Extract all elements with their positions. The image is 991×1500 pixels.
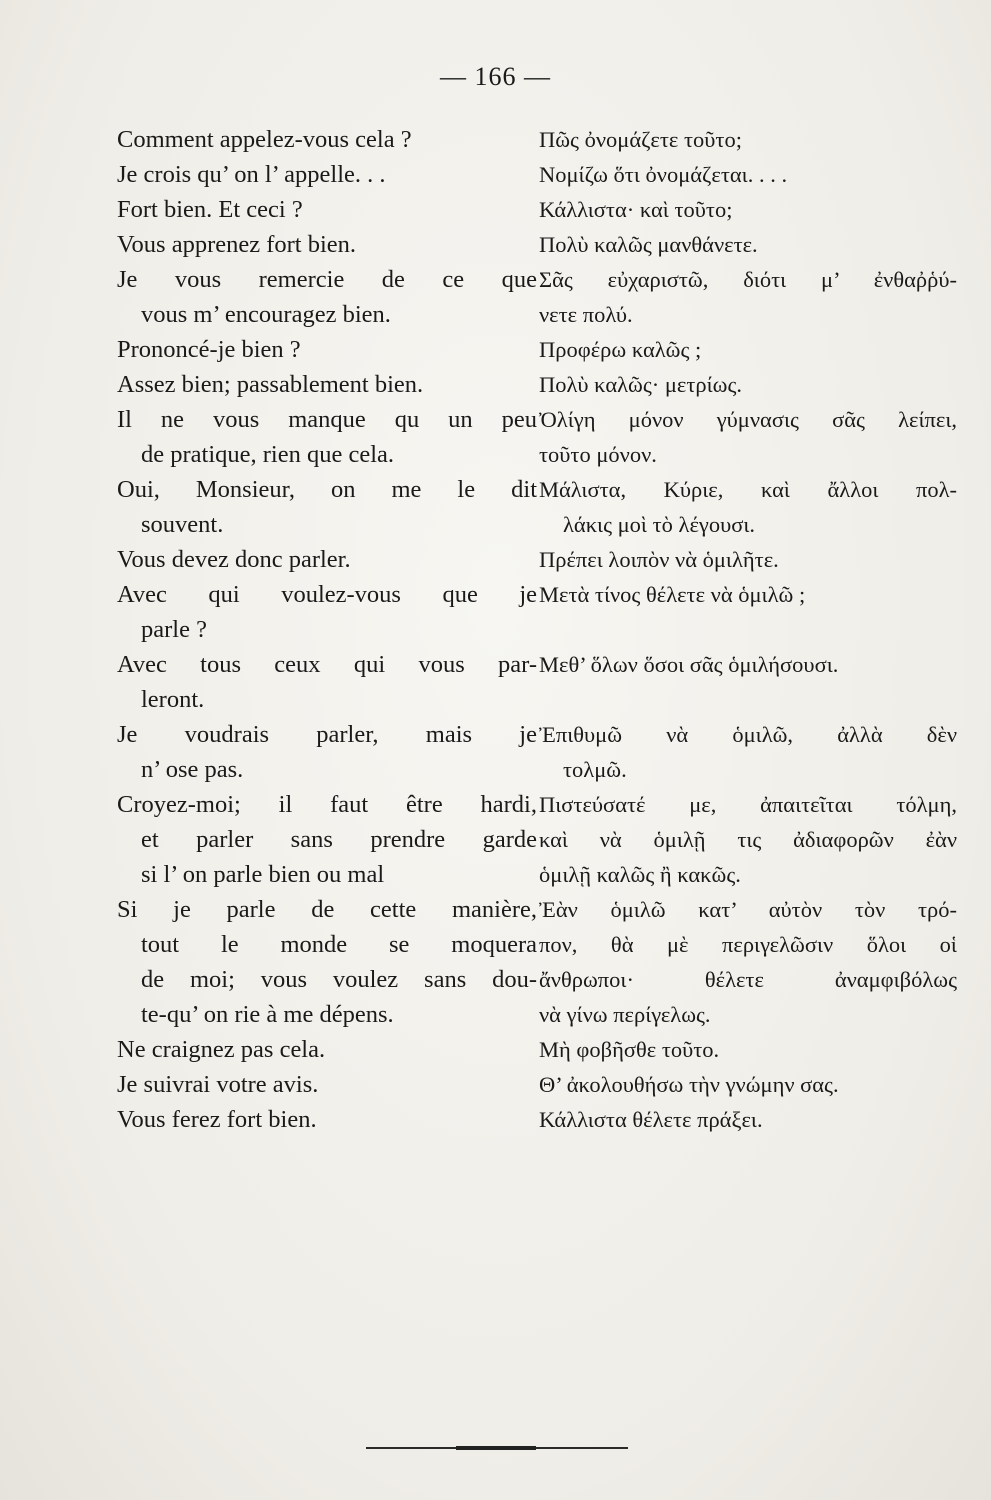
french-line: Je vous remercie de ce que bbox=[117, 266, 537, 293]
greek-text bbox=[537, 787, 957, 892]
greek-line: νετε πολύ. bbox=[539, 302, 633, 327]
french-text bbox=[117, 787, 537, 892]
french-line: leront. bbox=[141, 686, 205, 713]
french-text bbox=[117, 542, 537, 577]
french-line: parle ? bbox=[141, 616, 207, 643]
french-line: te-qu’ on rie à me dépens. bbox=[141, 1001, 394, 1028]
french-line: Vous apprenez fort bien. bbox=[117, 231, 357, 258]
greek-line: τολμῶ. bbox=[563, 757, 627, 782]
french-line: Si je parle de cette manière, bbox=[117, 896, 537, 923]
french-text bbox=[117, 227, 537, 262]
greek-text bbox=[537, 402, 957, 472]
dialogue-row bbox=[117, 647, 957, 717]
dialogue-row bbox=[117, 1032, 957, 1067]
french-text bbox=[117, 262, 537, 332]
dialogue-row bbox=[117, 157, 957, 192]
french-text bbox=[117, 192, 537, 227]
french-line: Je voudrais parler, mais je bbox=[117, 721, 537, 748]
french-line: Vous ferez fort bien. bbox=[117, 1106, 317, 1133]
french-line: Oui, Monsieur, on me le dit bbox=[117, 476, 537, 503]
french-text bbox=[117, 1102, 537, 1137]
dialogue-row bbox=[117, 892, 957, 1032]
french-line: Je crois qu’ on l’ appelle. . . bbox=[117, 161, 386, 188]
greek-line: νὰ γίνω περίγελως. bbox=[539, 1002, 711, 1027]
dialogue-row bbox=[117, 262, 957, 332]
french-line: Avec tous ceux qui vous par- bbox=[117, 651, 537, 678]
french-line: Ne craignez pas cela. bbox=[117, 1036, 326, 1063]
greek-line: Πολὺ καλῶς μανθάνετε. bbox=[539, 232, 758, 257]
greek-line: Θ’ ἀκολουθήσω τὴν γνώμην σας. bbox=[539, 1072, 839, 1097]
greek-text bbox=[537, 542, 957, 577]
greek-line: ἄνθρωποι· θέλετε ἀναμφιβόλως bbox=[539, 967, 957, 992]
french-line: Avec qui voulez-vous que je bbox=[117, 581, 537, 608]
french-line: Comment appelez-vous cela ? bbox=[117, 126, 412, 153]
greek-text bbox=[537, 1032, 957, 1067]
greek-line: λάκις μοὶ τὸ λέγουσι. bbox=[563, 512, 756, 537]
greek-text bbox=[537, 157, 957, 192]
french-line: Il ne vous manque qu un peu bbox=[117, 406, 537, 433]
french-text bbox=[117, 577, 537, 647]
greek-line: Μὴ φοβῆσθε τοῦτο. bbox=[539, 1037, 720, 1062]
french-line: de moi; vous voulez sans dou- bbox=[141, 966, 537, 993]
greek-line: Σᾶς εὐχαριστῶ, διότι μ’ ἐνθαῤῥύ- bbox=[539, 267, 957, 292]
french-line: Vous devez donc parler. bbox=[117, 546, 351, 573]
greek-text bbox=[537, 262, 957, 332]
greek-line: πον, θὰ μὲ περιγελῶσιν ὅλοι οἱ bbox=[539, 932, 957, 957]
greek-line: Πῶς ὀνομάζετε τοῦτο; bbox=[539, 127, 742, 152]
french-line: si l’ on parle bien ou mal bbox=[141, 861, 385, 888]
dialogue-row bbox=[117, 402, 957, 472]
greek-line: Προφέρω καλῶς ; bbox=[539, 337, 702, 362]
french-line: Je suivrai votre avis. bbox=[117, 1071, 319, 1098]
dialogue-row bbox=[117, 332, 957, 367]
dialogue-row bbox=[117, 227, 957, 262]
dialogue-row bbox=[117, 717, 957, 787]
dialogue-row bbox=[117, 787, 957, 892]
greek-text bbox=[537, 472, 957, 542]
greek-text bbox=[537, 192, 957, 227]
french-line: Fort bien. Et ceci ? bbox=[117, 196, 303, 223]
french-text bbox=[117, 717, 537, 787]
greek-line: Κάλλιστα· καὶ τοῦτο; bbox=[539, 197, 733, 222]
greek-text bbox=[537, 227, 957, 262]
greek-text bbox=[537, 647, 957, 682]
greek-line: τοῦτο μόνον. bbox=[539, 442, 657, 467]
greek-text bbox=[537, 1102, 957, 1137]
french-line: Croyez-moi; il faut être hardi, bbox=[117, 791, 537, 818]
greek-text bbox=[537, 1067, 957, 1102]
greek-line: Μάλιστα, Κύριε, καὶ ἄλλοι πολ- bbox=[539, 477, 957, 502]
end-rule bbox=[366, 1447, 628, 1449]
greek-line: Πρέπει λοιπὸν νὰ ὁμιλῆτε. bbox=[539, 547, 779, 572]
french-text bbox=[117, 157, 537, 192]
dialogue-row bbox=[117, 367, 957, 402]
french-line: souvent. bbox=[141, 511, 224, 538]
greek-text bbox=[537, 892, 957, 1032]
french-line: de pratique, rien que cela. bbox=[141, 441, 395, 468]
french-line: et parler sans prendre garde bbox=[141, 826, 537, 853]
greek-line: Νομίζω ὅτι ὀνομάζεται. . . . bbox=[539, 162, 788, 187]
greek-text bbox=[537, 332, 957, 367]
french-text bbox=[117, 402, 537, 472]
dialogue-row bbox=[117, 542, 957, 577]
french-text bbox=[117, 1067, 537, 1102]
dialogue-row bbox=[117, 192, 957, 227]
greek-line: καὶ νὰ ὁμιλῇ τις ἀδιαφορῶν ἐὰν bbox=[539, 827, 957, 852]
french-line: tout le monde se moquera bbox=[141, 931, 537, 958]
french-line: n’ ose pas. bbox=[141, 756, 244, 783]
french-text bbox=[117, 367, 537, 402]
greek-line: Κάλλιστα θέλετε πράξει. bbox=[539, 1107, 763, 1132]
french-line: Assez bien; passablement bien. bbox=[117, 371, 424, 398]
parallel-text-columns bbox=[117, 122, 957, 1137]
greek-line: ὁμιλῇ καλῶς ἢ κακῶς. bbox=[539, 862, 741, 887]
dialogue-row bbox=[117, 577, 957, 647]
greek-text bbox=[537, 577, 957, 612]
dialogue-row bbox=[117, 1067, 957, 1102]
french-text bbox=[117, 1032, 537, 1067]
greek-line: Μετὰ τίνος θέλετε νὰ ὁμιλῶ ; bbox=[539, 582, 806, 607]
dialogue-row bbox=[117, 472, 957, 542]
french-text bbox=[117, 122, 537, 157]
greek-line: Ὀλίγη μόνον γύμνασις σᾶς λείπει, bbox=[539, 407, 957, 432]
greek-line: Ἐὰν ὁμιλῶ κατ’ αὐτὸν τὸν τρό- bbox=[539, 897, 957, 922]
french-line: vous m’ encouragez bien. bbox=[141, 301, 391, 328]
greek-line: Μεθ’ ὅλων ὅσοι σᾶς ὁμιλήσουσι. bbox=[539, 652, 839, 677]
french-text bbox=[117, 647, 537, 717]
dialogue-row bbox=[117, 122, 957, 157]
greek-line: Πιστεύσατέ με, ἀπαιτεῖται τόλμη, bbox=[539, 792, 957, 817]
greek-text bbox=[537, 717, 957, 787]
dialogue-row bbox=[117, 1102, 957, 1137]
greek-line: Πολὺ καλῶς· μετρίως. bbox=[539, 372, 743, 397]
greek-text bbox=[537, 367, 957, 402]
french-text bbox=[117, 472, 537, 542]
french-text bbox=[117, 332, 537, 367]
greek-line: Ἐπιθυμῶ νὰ ὁμιλῶ, ἀλλὰ δὲν bbox=[539, 722, 957, 747]
french-line: Prononcé-je bien ? bbox=[117, 336, 301, 363]
greek-text bbox=[537, 122, 957, 157]
french-text bbox=[117, 892, 537, 1032]
page-number: — 166 — bbox=[440, 62, 551, 91]
